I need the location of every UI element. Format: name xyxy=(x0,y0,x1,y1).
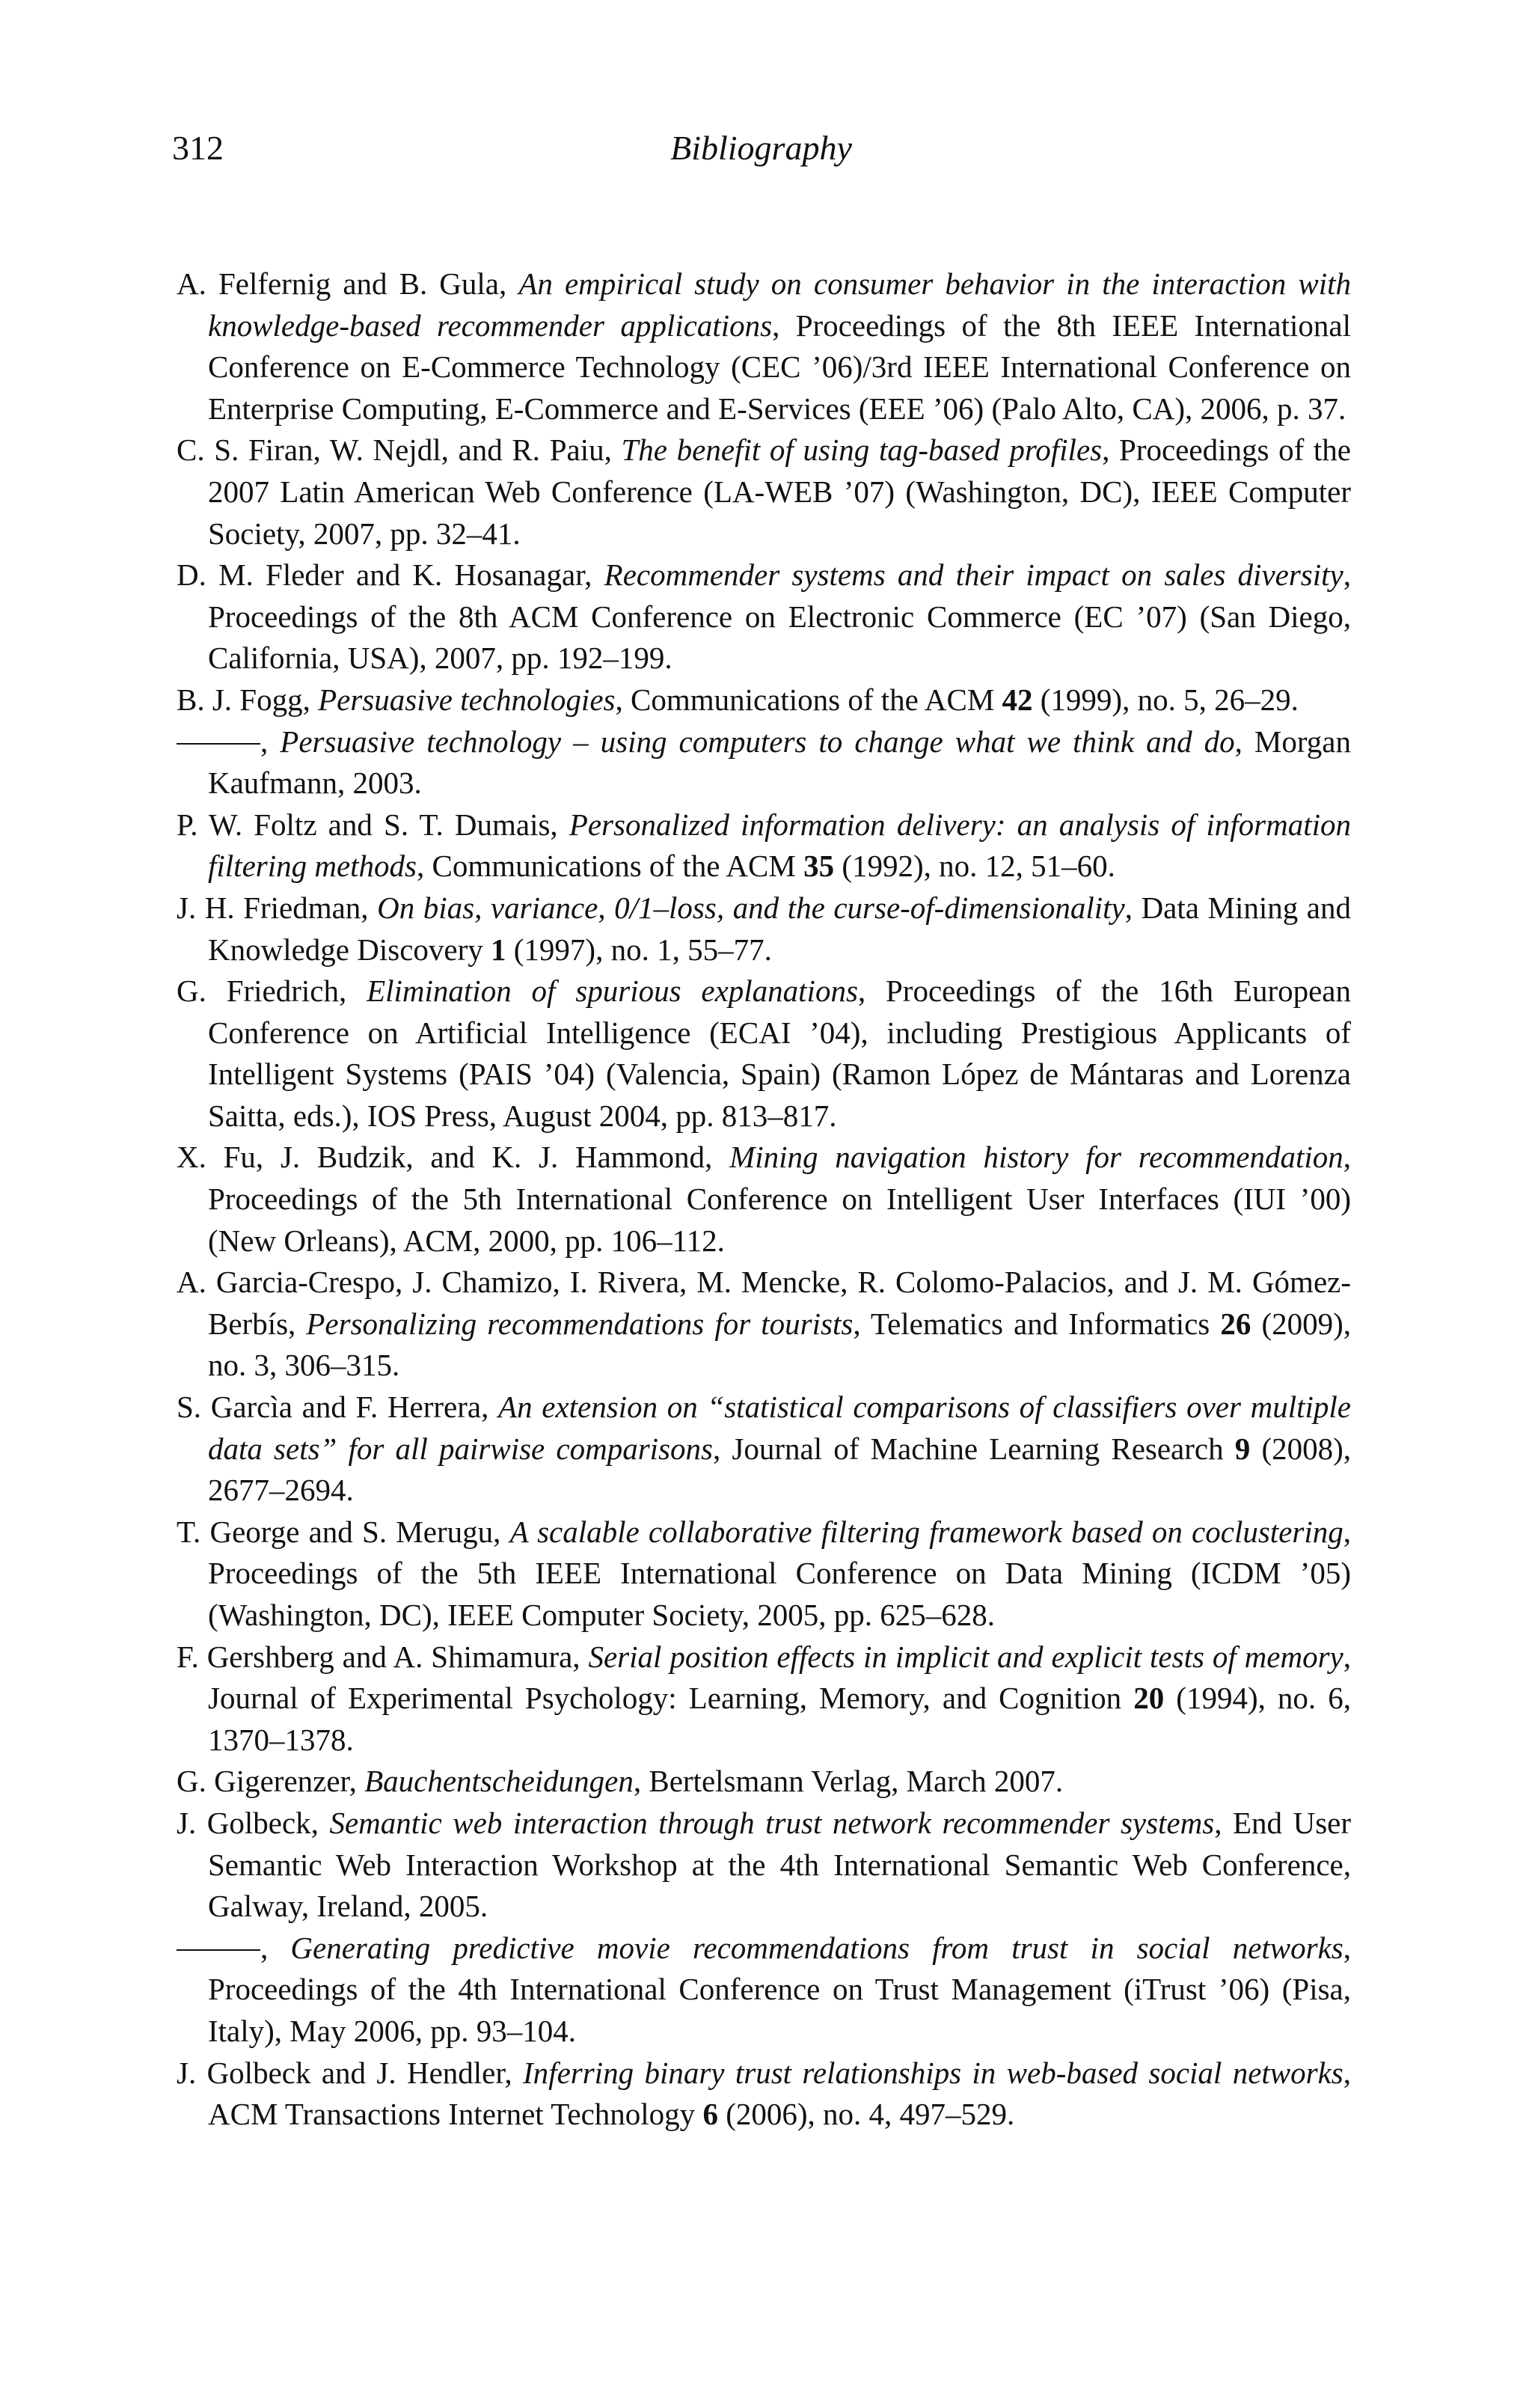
entry-volume: 9 xyxy=(1234,1431,1251,1466)
entry-details: (1992), no. 12, 51–60. xyxy=(834,849,1115,884)
entry-volume: 1 xyxy=(491,932,506,967)
entry-authors: S. Garcìa and F. Herrera, xyxy=(177,1390,499,1425)
bib-entry: , Generating predictive movie recommendations from trust in social networks, Proceedings of the 4th International Conference on Trust Management (iTrust ’06) (Pisa, Italy), May 2006, pp. 93–104. xyxy=(177,1928,1351,2053)
entry-title: A scalable collaborative filtering framework based on coclustering xyxy=(509,1514,1343,1549)
bib-entry xyxy=(177,1387,1351,1512)
bib-entry xyxy=(177,804,1351,887)
entry-authors: F. Gershberg and A. Shimamura, xyxy=(177,1639,589,1674)
entry-volume: 35 xyxy=(803,849,835,884)
entry-volume: 42 xyxy=(1002,682,1033,717)
entry-title: Recommender systems and their impact on sales diversity xyxy=(604,557,1343,593)
entry-title: Inferring binary trust relationships in web-based social networks xyxy=(523,2055,1343,2090)
entry-authors: X. Fu, J. Budzik, and K. J. Hammond, xyxy=(177,1140,730,1175)
entry-volume: 6 xyxy=(702,2097,718,2132)
entry-authors: B. J. Fogg, xyxy=(177,682,319,717)
entry-title: An extension on “statistical comparisons of classifiers over multiple data sets” for all pairwise comparisons xyxy=(208,1390,1351,1466)
page-header xyxy=(172,126,1350,178)
entry-details: , Proceedings of the 4th International Conference on Trust Management (iTrust ’06) (Pisa, Italy), May 2006, pp. 93–104. xyxy=(208,1930,1351,2048)
bib-entry xyxy=(177,263,1351,430)
bib-entry xyxy=(177,971,1351,1137)
page-number: 312 xyxy=(172,129,224,167)
entry-details: , Proceedings of the 2007 Latin American Web Conference (LA-WEB ’07) (Washington, DC), IEEE Computer Society, 2007, pp. 32–41. xyxy=(208,433,1351,551)
bib-entry xyxy=(177,1262,1351,1387)
bib-entry xyxy=(177,887,1351,971)
entry-details: (2006), no. 4, 497–529. xyxy=(717,2097,1015,2132)
bib-entry xyxy=(177,1803,1351,1928)
entry-title: The benefit of using tag-based profiles xyxy=(621,433,1103,468)
entry-authors: P. W. Foltz and S. T. Dumais, xyxy=(177,807,569,842)
bib-entry xyxy=(177,1637,1351,1761)
entry-authors: D. M. Fleder and K. Hosanagar, xyxy=(177,557,604,593)
entry-title: Serial position effects in implicit and explicit tests of memory xyxy=(588,1639,1343,1674)
entry-volume: 26 xyxy=(1220,1306,1251,1341)
entry-details: (2008), 2677–2694. xyxy=(208,1431,1352,1508)
bib-entry xyxy=(177,1512,1351,1637)
entry-journal: , Communications of the ACM xyxy=(615,682,1002,717)
entry-volume: 20 xyxy=(1133,1681,1165,1716)
entry-title: Personalizing recommendations for tourists xyxy=(306,1306,854,1341)
entry-title: Bauchentscheidungen xyxy=(364,1764,634,1799)
entry-journal: , Data Mining and Knowledge Discovery xyxy=(208,890,1351,967)
entry-details: , Proceedings of the 5th International Conference on Intelligent User Interfaces (IUI ’00) (New Orleans), ACM, 2000, pp. 106–112. xyxy=(208,1140,1352,1258)
bib-entry xyxy=(177,1761,1351,1803)
entry-details: , Proceedings of the 5th IEEE International Conference on Data Mining (ICDM ’05) (Washington, DC), IEEE Computer Society, 2005, pp. 625–628. xyxy=(208,1514,1351,1632)
entry-title: An empirical study on consumer behavior in the interaction with knowledge-based recommender applications xyxy=(208,266,1352,343)
entry-title: Mining navigation history for recommendation xyxy=(729,1140,1343,1175)
entry-details: , Morgan Kaufmann, 2003. xyxy=(208,724,1351,801)
entry-title: On bias, variance, 0/1–loss, and the curse-of-dimensionality xyxy=(377,890,1125,925)
entry-authors: A. Felfernig and B. Gula, xyxy=(177,266,519,301)
entry-authors: A. Garcia-Crespo, J. Chamizo, I. Rivera, M. Mencke, R. Colomo-Palacios, and J. M. Gómez-Berbís, xyxy=(177,1265,1351,1341)
entry-authors: G. Friedrich, xyxy=(177,974,367,1009)
entry-title: Semantic web interaction through trust network recommender systems xyxy=(329,1805,1215,1840)
entry-details: , Proceedings of the 8th IEEE International Conference on E-Commerce Technology (CEC ’06)/3rd IEEE International Conference on Enterprise Computing, E-Commerce and E-Services (EEE ’06) (Palo Alto, CA), 2006, p. 37. xyxy=(208,308,1351,426)
entry-journal: , Journal of Machine Learning Research xyxy=(712,1431,1235,1466)
entry-title: Generating predictive movie recommendations from trust in social networks xyxy=(290,1930,1343,1965)
entry-title: Persuasive technologies xyxy=(318,682,616,717)
entry-authors: G. Gigerenzer, xyxy=(177,1764,365,1799)
entry-journal: , Communications of the ACM xyxy=(417,849,804,884)
entry-journal: , ACM Transactions Internet Technology xyxy=(208,2055,1351,2132)
entry-details: , Bertelsmann Verlag, March 2007. xyxy=(633,1764,1064,1799)
running-title: Bibliography xyxy=(670,129,852,167)
bib-entry xyxy=(177,2053,1351,2136)
entry-authors: J. Golbeck, xyxy=(177,1805,330,1840)
bib-entry: , Persuasive technology – using computers to change what we think and do, Morgan Kaufmann, 2003. xyxy=(177,721,1351,804)
entry-authors: T. George and S. Merugu, xyxy=(177,1514,510,1549)
entry-title: Elimination of spurious explanations xyxy=(367,974,858,1009)
entry-details: (1994), no. 6, 1370–1378. xyxy=(208,1681,1351,1757)
entry-authors: C. S. Firan, W. Nejdl, and R. Paiu, xyxy=(177,433,622,468)
bibliography-list xyxy=(177,263,1351,2136)
entry-details: (1997), no. 1, 55–77. xyxy=(506,932,772,967)
entry-details: , Proceedings of the 8th ACM Conference on Electronic Commerce (EC ’07) (San Diego, California, USA), 2007, pp. 192–199. xyxy=(208,557,1351,676)
same-author-dash xyxy=(177,1949,260,1951)
entry-authors: J. Golbeck and J. Hendler, xyxy=(177,2055,524,2090)
bib-entry xyxy=(177,430,1351,554)
entry-details: (1999), no. 5, 26–29. xyxy=(1032,682,1299,717)
same-author-dash xyxy=(177,743,260,745)
entry-journal: , Journal of Experimental Psychology: Learning, Memory, and Cognition xyxy=(208,1639,1351,1716)
entry-title: Persuasive technology – using computers to change what we think and do xyxy=(280,724,1235,759)
bib-entry xyxy=(177,554,1351,679)
entry-authors: J. H. Friedman, xyxy=(177,890,378,925)
entry-journal: , Telematics and Informatics xyxy=(853,1306,1221,1341)
entry-details: (2009), no. 3, 306–315. xyxy=(208,1306,1352,1383)
entry-details: , Proceedings of the 16th European Conference on Artificial Intelligence (ECAI ’04), including Prestigious Applicants of Intelligent Systems (PAIS ’04) (Valencia, Spain) (Ramon López de Mántaras and Lorenza Saitta, eds.), IOS Press, August 2004, pp. 813–817. xyxy=(208,974,1351,1133)
entry-title: Personalized information delivery: an analysis of information filtering methods xyxy=(208,807,1351,884)
bib-entry xyxy=(177,1137,1351,1262)
entry-details: , End User Semantic Web Interaction Workshop at the 4th International Semantic Web Conference, Galway, Ireland, 2005. xyxy=(208,1805,1352,1924)
bib-entry xyxy=(177,679,1351,721)
